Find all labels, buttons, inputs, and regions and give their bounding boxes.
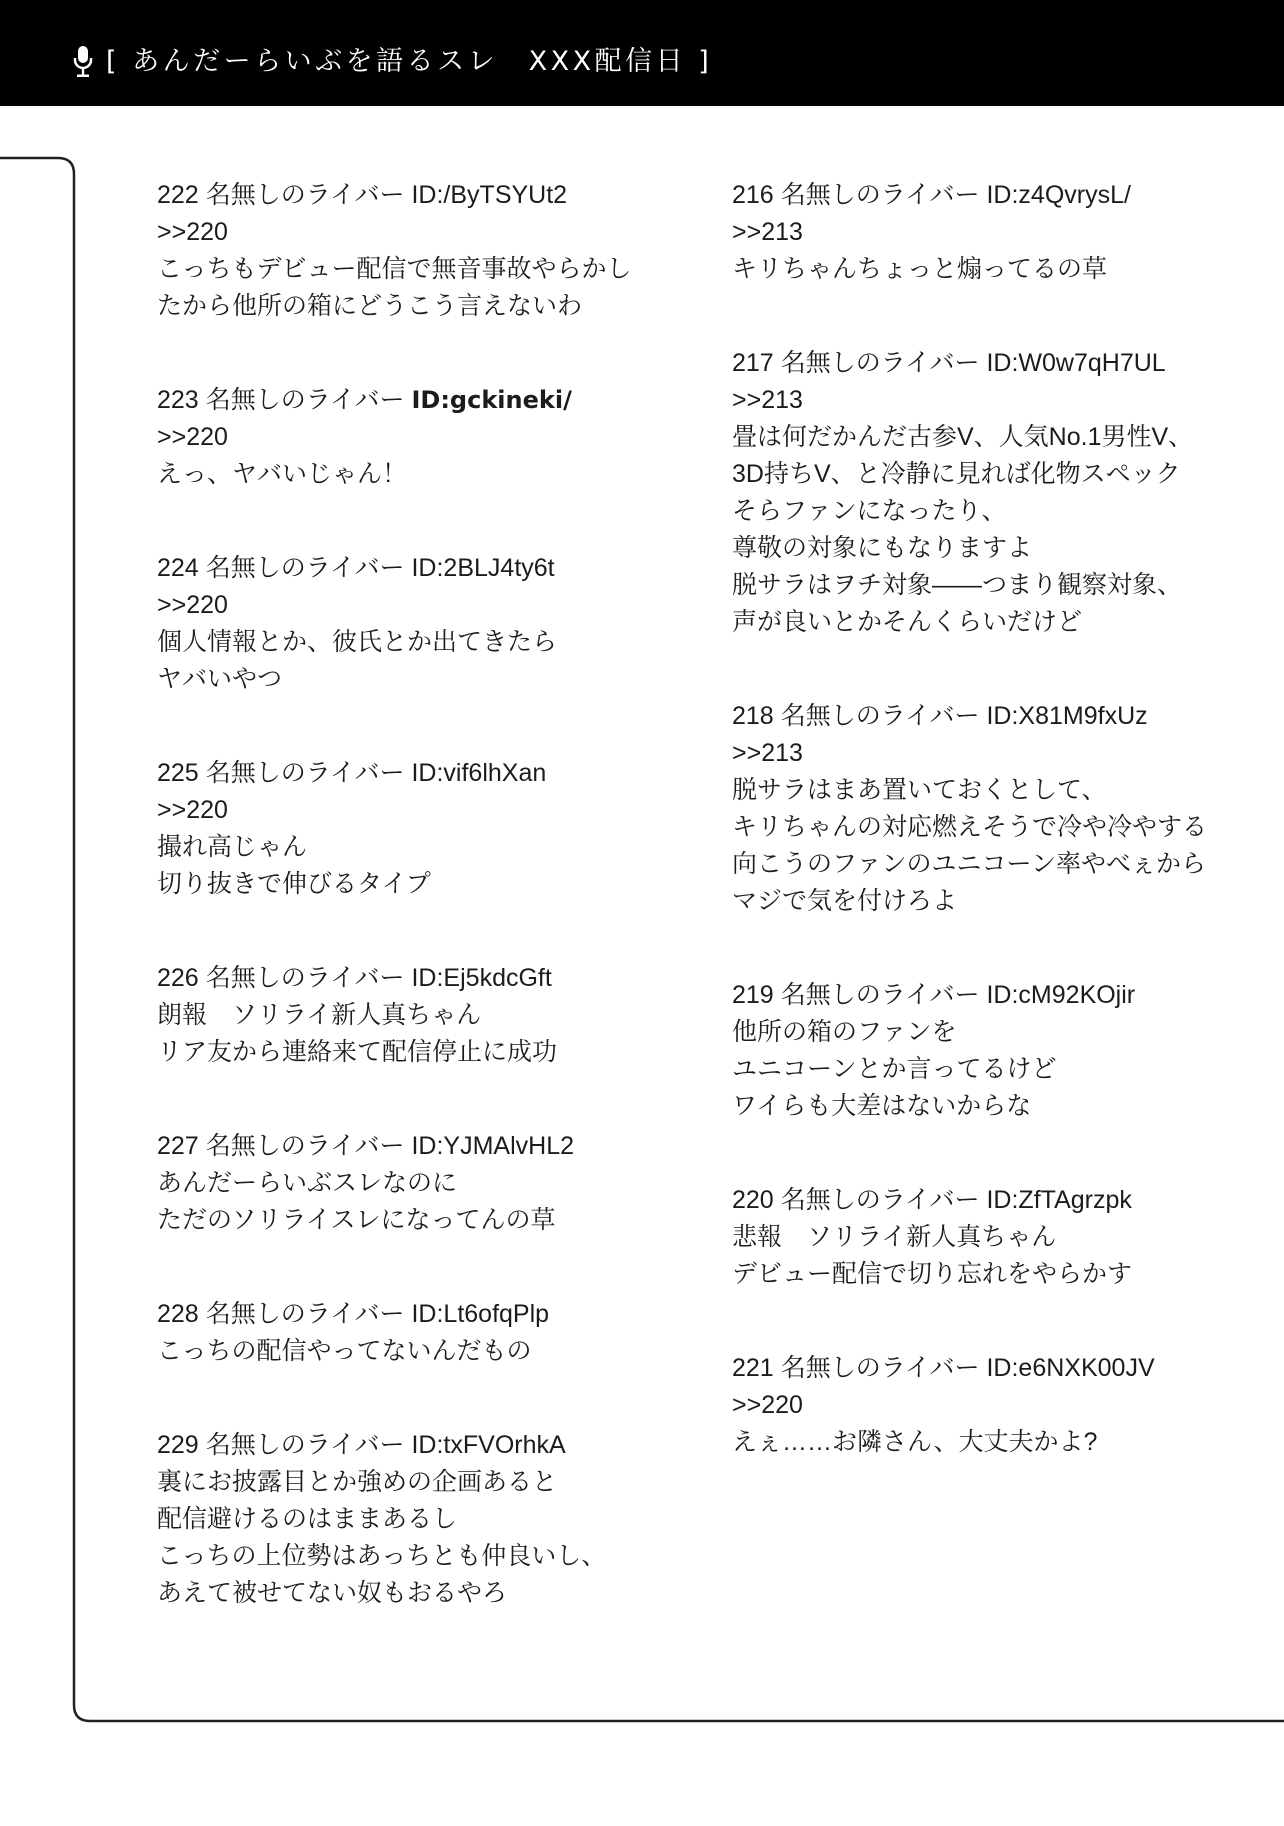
post-header bbox=[157, 960, 677, 997]
poster-name: 名無しのライバー bbox=[205, 759, 405, 787]
poster-id: ID:cM92KOjir bbox=[986, 981, 1136, 1009]
post-header bbox=[732, 977, 1252, 1014]
poster-id: ID:txFVOrhkA bbox=[411, 1431, 566, 1459]
poster-id: ID:z4QvrysL/ bbox=[986, 181, 1131, 209]
post-number: 219 bbox=[732, 981, 774, 1009]
poster-id: ID:Lt6ofqPlp bbox=[411, 1300, 550, 1328]
post-number: 227 bbox=[157, 1132, 199, 1160]
post-body-line: 畳は何だかんだ古参V、人気No.1男性V、 bbox=[732, 423, 1194, 451]
reply-anchor: >>220 bbox=[157, 796, 228, 824]
post-number: 229 bbox=[157, 1431, 199, 1459]
post-228 bbox=[157, 1296, 677, 1370]
poster-name: 名無しのライバー bbox=[780, 702, 980, 730]
poster-id: ID:Ej5kdcGft bbox=[411, 964, 552, 992]
poster-name: 名無しのライバー bbox=[205, 386, 405, 414]
reply-anchor: >>220 bbox=[157, 423, 228, 451]
reply-anchor: >>213 bbox=[732, 218, 803, 246]
post-219 bbox=[732, 977, 1252, 1125]
post-body-line: 他所の箱のファンを bbox=[732, 1018, 957, 1046]
post-body-line: 配信避けるのはままあるし bbox=[157, 1505, 458, 1533]
post-224 bbox=[157, 550, 677, 698]
post-body-line: 個人情報とか、彼氏とか出てきたら bbox=[157, 628, 558, 656]
post-222 bbox=[157, 177, 677, 325]
reply-anchor: >>213 bbox=[732, 386, 803, 414]
post-218 bbox=[732, 698, 1252, 920]
post-header bbox=[157, 1128, 677, 1165]
post-body-line: たから他所の箱にどうこう言えないわ bbox=[157, 292, 583, 320]
post-number: 226 bbox=[157, 964, 199, 992]
poster-id: ID:e6NXK00JV bbox=[986, 1354, 1155, 1382]
post-number: 223 bbox=[157, 386, 199, 414]
post-body-line: デビュー配信で切り忘れをやらかす bbox=[732, 1260, 1133, 1288]
microphone-icon bbox=[72, 46, 94, 78]
post-body-line: こっちもデビュー配信で無音事故やらかし bbox=[157, 255, 632, 283]
post-body-line: ヤバいやつ bbox=[157, 665, 283, 693]
post-body-line: 朗報 ソリライ新人真ちゃん bbox=[157, 1001, 482, 1029]
poster-id: ID:YJMAlvHL2 bbox=[411, 1132, 575, 1160]
post-number: 218 bbox=[732, 702, 774, 730]
post-221 bbox=[732, 1350, 1252, 1461]
poster-name: 名無しのライバー bbox=[780, 981, 980, 1009]
post-body-line: こっちの配信やってないんだもの bbox=[157, 1337, 532, 1365]
post-body-line: キリちゃんの対応燃えそうで冷や冷やする bbox=[732, 813, 1208, 841]
post-header bbox=[157, 550, 677, 587]
thread-title: [ あんだーらいぶを語るスレ XXX配信日 ] bbox=[106, 46, 713, 77]
post-body-line: ワイらも大差はないからな bbox=[732, 1092, 1032, 1120]
post-body-line: えっ、ヤバいじゃん！ bbox=[157, 460, 408, 488]
thread-title-bar bbox=[0, 0, 1284, 106]
poster-name: 名無しのライバー bbox=[780, 349, 980, 377]
post-226 bbox=[157, 960, 677, 1071]
poster-id-bold: ID:gckineki/ bbox=[411, 386, 572, 414]
reply-anchor: >>220 bbox=[157, 591, 228, 619]
post-227 bbox=[157, 1128, 677, 1239]
poster-id: ID:vif6lhXan bbox=[411, 759, 547, 787]
poster-id: ID:/ByTSYUt2 bbox=[411, 181, 568, 209]
reply-anchor: >>220 bbox=[157, 218, 228, 246]
post-body-line: 悲報 ソリライ新人真ちゃん bbox=[732, 1223, 1057, 1251]
post-body-line: 声が良いとかそんくらいだけど bbox=[732, 608, 1083, 636]
post-number: 225 bbox=[157, 759, 199, 787]
post-body-line: 3D持ちV、と冷静に見れば化物スペック bbox=[732, 460, 1181, 488]
post-number: 216 bbox=[732, 181, 774, 209]
post-header bbox=[157, 1427, 677, 1464]
post-number: 220 bbox=[732, 1186, 774, 1214]
post-header bbox=[157, 382, 677, 419]
post-body-line: ただのソリライスレになってんの草 bbox=[157, 1206, 556, 1234]
post-number: 224 bbox=[157, 554, 199, 582]
post-number: 222 bbox=[157, 181, 199, 209]
right-column bbox=[732, 177, 1252, 1518]
post-223 bbox=[157, 382, 677, 493]
poster-name: 名無しのライバー bbox=[205, 1132, 405, 1160]
post-body-line: あえて被せてない奴もおるやろ bbox=[157, 1579, 508, 1607]
reply-anchor: >>220 bbox=[732, 1391, 803, 1419]
post-header bbox=[732, 698, 1252, 735]
post-body-line: ユニコーンとか言ってるけど bbox=[732, 1055, 1057, 1083]
poster-id: ID:W0w7qH7UL bbox=[986, 349, 1166, 377]
left-column bbox=[157, 177, 677, 1669]
poster-name: 名無しのライバー bbox=[780, 1186, 980, 1214]
post-body-line: 脱サラはまあ置いておくとして、 bbox=[732, 776, 1107, 804]
poster-name: 名無しのライバー bbox=[205, 554, 405, 582]
post-body-line: あんだーらいぶスレなのに bbox=[157, 1169, 458, 1197]
post-header bbox=[157, 1296, 677, 1333]
post-body-line: 脱サラはヲチ対象――つまり観察対象、 bbox=[732, 571, 1183, 599]
poster-name: 名無しのライバー bbox=[205, 964, 405, 992]
post-229 bbox=[157, 1427, 677, 1612]
post-body-line: キリちゃんちょっと煽ってるの草 bbox=[732, 255, 1108, 283]
post-body-line: えぇ……お隣さん、大丈夫かよ? bbox=[732, 1428, 1098, 1456]
post-header bbox=[157, 755, 677, 792]
reply-anchor: >>213 bbox=[732, 739, 803, 767]
post-header bbox=[732, 1182, 1252, 1219]
poster-name: 名無しのライバー bbox=[205, 1300, 405, 1328]
poster-id: ID:2BLJ4ty6t bbox=[411, 554, 555, 582]
post-header bbox=[732, 345, 1252, 382]
post-225 bbox=[157, 755, 677, 903]
post-number: 221 bbox=[732, 1354, 774, 1382]
post-number: 217 bbox=[732, 349, 774, 377]
poster-name: 名無しのライバー bbox=[780, 1354, 980, 1382]
post-body-line: 切り抜きで伸びるタイプ bbox=[157, 870, 431, 898]
post-body-line: 尊敬の対象にもなりますよ bbox=[732, 534, 1033, 562]
poster-name: 名無しのライバー bbox=[205, 181, 405, 209]
poster-name: 名無しのライバー bbox=[780, 181, 980, 209]
post-header bbox=[732, 1350, 1252, 1387]
poster-id: ID:X81M9fxUz bbox=[986, 702, 1148, 730]
post-body-line: 撮れ高じゃん bbox=[157, 833, 308, 861]
post-body-line: リア友から連絡来て配信停止に成功 bbox=[157, 1038, 558, 1066]
poster-name: 名無しのライバー bbox=[205, 1431, 405, 1459]
post-216 bbox=[732, 177, 1252, 288]
post-body-line: こっちの上位勢はあっちとも仲良いし、 bbox=[157, 1542, 607, 1570]
post-body-line: 裏にお披露目とか強めの企画あると bbox=[157, 1468, 558, 1496]
post-header bbox=[732, 177, 1252, 214]
post-217 bbox=[732, 345, 1252, 641]
post-body-line: そらファンになったり、 bbox=[732, 497, 1007, 525]
poster-id: ID:ZfTAgrzpk bbox=[986, 1186, 1132, 1214]
post-body-line: マジで気を付けろよ bbox=[732, 887, 958, 915]
post-number: 228 bbox=[157, 1300, 199, 1328]
post-body-line: 向こうのファンのユニコーン率やべぇから bbox=[732, 850, 1207, 878]
post-header bbox=[157, 177, 677, 214]
post-220 bbox=[732, 1182, 1252, 1293]
